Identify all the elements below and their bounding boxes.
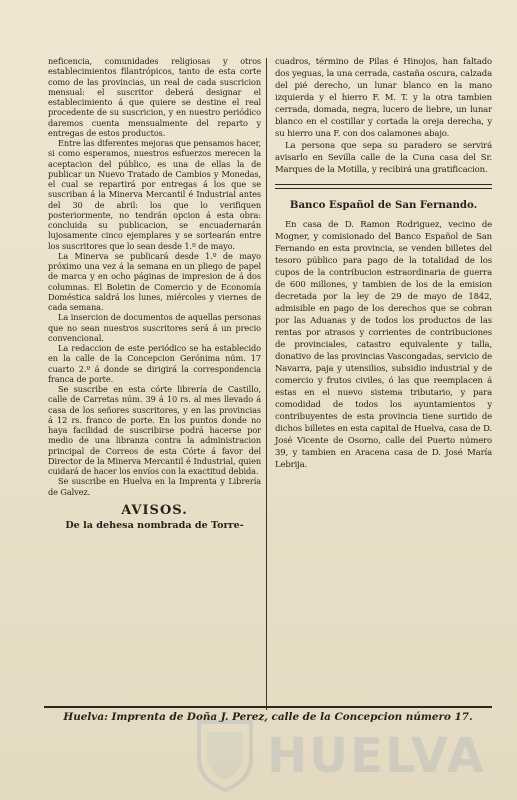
avisos-heading: AVISOS. [121, 502, 188, 518]
left-column [48, 56, 266, 706]
bank-notice: En casa de D. Ramon Rodriguez, vecino de Mogner, y comisionado del Banco Español de San Fernando en esta provincia, se venden billetes del tesoro público para pago de la totalidad de los cupos de la contribucion estraordinaria de guerra de 600 millones, y tambien de los de la emision decretada por la ley de 29 de mayo de 1842, admisible en pago de los derechos que se cobran por las Aduanas y de todos los productos de las rentas por atrasos y corrientes de contribuciones de provinciales, catastro equivalente y talla, donativo de las provincias Vascongadas, servicio de Navarra, paja y utensilios, subsidio industrial y de comercio y frutos civiles, ó las que reemplacen á estas en el nuevo sistema tributario, y para comodidad de todos los ayuntamientos y contribuyentes de esta provincia tiene surtido de dichos billetes en esta capital de Huelva, casa de D. José Vicente de Osorno, calle del Puerto número 39, y tambien en Aracena casa de D. José María Lebrija. [275, 220, 492, 470]
notice-yeguas: cuadros, término de Pilas é Hinojos, han faltado dos yeguas, la una cerrada, castaña oscura, calzada del pié derecho, un lunar blanco en la mano izquierda y el hierro F. M. T. y la otra tambien cerrada, domada, negra, lucero de liebre, un lunar blanco en el costillar y cortada la oreja derecha, y su hierro una F. con dos calamones abajo. [275, 57, 492, 139]
paragraph-huelva: Se suscribe en Huelva en la Imprenta y Librería de Galvez. [48, 476, 261, 497]
avisos-first-line: De la dehesa nombrada de Torre- [65, 519, 244, 531]
archive-watermark [195, 718, 495, 792]
watermark-text: HUELVA [267, 728, 486, 784]
right-column [267, 56, 492, 706]
paragraph-suscripcion: Se suscribe en esta córte librería de Castillo, calle de Carretas núm. 39 á 10 rs. al mes llevado á casa de los señores suscritores, y en las provincias á 12 rs. franco de porte. En los puntos donde no haya facilidad de suscribirse podrá hacerse por medio de una libranza contra la administracion principal de Correos de esta Córte á favor del Director de la Minerva Mercantil é Industrial, quien cuidará de hacer los envíos con la exactitud debida. [48, 384, 261, 476]
paragraph-beneficencia: neficencia, comunidades religiosas y otros establecimientos filantrópicos, tanto de esta corte como de las provincias, un real de cada suscricion mensual: el suscritor deberá designar el establecimiento á que quiere se destine el real procedente de su suscricion, y en nuestro periódico daremos cuenta mensualmente del reparto y entregas de estos productos. [48, 56, 261, 138]
bank-title: Banco Español de San Fernando. [289, 199, 478, 211]
notice-reward: La persona que sepa su paradero se servirá avisarlo en Sevilla calle de la Cuna casa del Sr. Marques de la Motilla, y recibirá una gratificacion. [275, 141, 492, 175]
paragraph-publicacion: La Minerva se publicará desde 1.º de mayo próximo una vez á la semana en un pliego de papel de marca y en ocho páginas de impresion de á dos columnas. El Boletin de Comercio y de Economía Doméstica saldrá los lunes, miércoles y viernes de cada semana. [48, 250, 261, 312]
shield-icon [195, 718, 255, 792]
paragraph-insercion: La insercion de documentos de aquellas personas que no sean nuestros suscritores será á un precio convencional. [48, 312, 261, 343]
footer-imprint: Huelva: Imprenta de Doña J. Perez, calle de la Concepcion número 17. [44, 706, 492, 723]
text-columns [48, 56, 492, 706]
paragraph-redaccion: La redaccion de este periódico se ha establecido en la calle de la Concepcion Gerónima núm. 17 cuarto 2.º á donde se dirigirá la correspondencia franca de porte. [48, 343, 261, 384]
paragraph-mejoras: Entre las diferentes mejoras que pensamos hacer, si como esperamos, nuestros esfuerzos merecen la aceptacion del público, es una de ellas la de publicar un Nuevo Tratado de Cambios y Monedas, el cual se repartirá por entregas á los que se suscriban á la Minerva Mercantil é Industrial antes del 30 de abril: los que lo verifiquen posteriormente, no tendrán opcion á esta obra: concluida su publicacion, se encuadernarán lujosamente cinco ejemplares y se sortearán entre los suscritores que lo sean desde 1.º de mayo. [48, 138, 261, 251]
section-rule [275, 184, 492, 189]
